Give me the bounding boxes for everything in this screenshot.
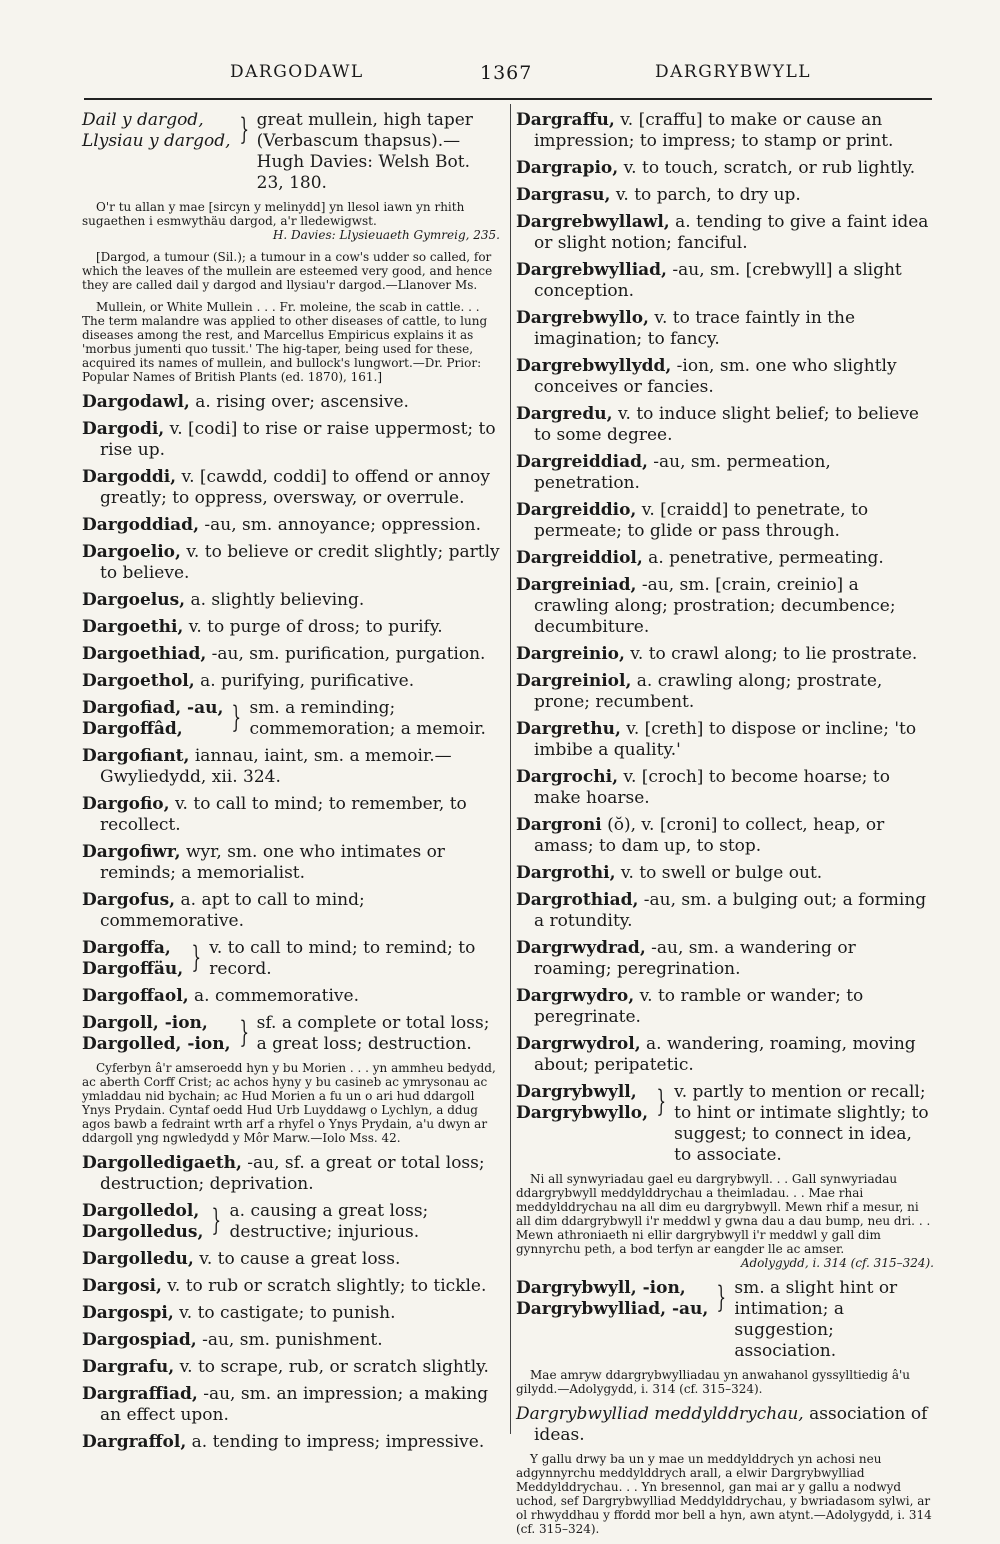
definition: v. to call to mind; to remind; to record. — [209, 938, 476, 979]
headword: Dargrwydrad, — [516, 938, 646, 958]
entry-pair — [516, 1082, 934, 1166]
headword: Dargreiddiol, — [516, 548, 643, 568]
definition: wyr, sm. one who intimates or reminds; a memorialist. — [100, 842, 445, 883]
headword: Dargoffäu, — [82, 959, 184, 979]
entry — [82, 392, 500, 413]
entry — [82, 617, 500, 638]
definition: v. to touch, scratch, or rub lightly. — [618, 158, 916, 178]
headword: Dargreiddiad, — [516, 452, 648, 472]
headword: Dargreiniad, — [516, 575, 637, 595]
definition: v. to crawl along; to lie prostrate. — [624, 644, 918, 664]
entry — [516, 644, 934, 665]
headword: Dargoffa, — [82, 938, 171, 958]
entry — [82, 515, 500, 536]
definition: v. to castigate; to punish. — [173, 1303, 396, 1323]
headword: Dargoethiad, — [82, 644, 207, 664]
quotation: Ni all synwyriadau gael eu dargrybwyll. . . Gall synwyriadau ddargrybwyll meddylddrychau a theimladau. . . Mae rhai meddylddrychau na all dim eu dargrybwyll. Mewn rhif a mesur, ni all dim ddargrybwyll i'r meddwl y gwna dau a dau bump, neu dri. . . Mewn athroniaeth ni ellir dargrybwyll i'r meddwl y gall dim gynnyrchu peth, a bod terfyn ar eangder lle ac amser. Adolygydd, i. 314 (cf. 315–324). — [516, 1172, 934, 1270]
entry — [82, 890, 500, 932]
definition: v. to induce slight belief; to believe to some degree. — [534, 404, 919, 445]
quotation: Mae amryw ddargrybwylliadau yn anwahanol gyssylltiedig â'u gilydd.—Adolygydd, i. 314 (cf. 315–324). — [516, 1368, 911, 1396]
definition: v. partly to mention or recall; to hint or intimate slightly; to suggest; to connect in idea, to associate. — [674, 1082, 929, 1165]
page-number: 1367 — [480, 62, 533, 84]
entry — [82, 467, 500, 509]
entry-pair — [516, 1278, 934, 1362]
entry — [82, 842, 500, 884]
note: [Dargod, a tumour (Sil.); a tumour in a cow's udder so called, for which the leaves of the mullein are esteemed very good, and hence they are called dail y dargod and llysiau'r dargod.—Llanover Ms. — [82, 250, 493, 292]
headword: Dargreiniol, — [516, 671, 632, 691]
headword: Dargolledu, — [82, 1249, 194, 1269]
note: Mullein, or White Mullein . . . Fr. moleine, the scab in cattle. . . The term malandre was applied to other diseases of cattle, to lung diseases among the rest, and Marcellus Empiricus explains it as 'morbus jumenti quo tussit.' The hig-taper, being used for these, acquired its names of mullein, and bullock's lungwort.—Dr. Prior: Popular Names of British Plants (ed. 1870), 161.] — [82, 300, 488, 384]
brace: } — [656, 1084, 667, 1119]
headword: Dargoddi, — [82, 467, 177, 487]
left-column — [82, 110, 500, 1459]
definition: -au, sm. a wandering or roaming; peregrination. — [534, 938, 856, 979]
headword: Dargrebwyllawl, — [516, 212, 670, 232]
quotation: Y gallu drwy ba un y mae un meddylddrych yn achosi neu adgynnyrchu meddylddrych arall, a elwir Dargrybwylliad Meddylddrychau. . . Yn bresennol, gan mai ar y gallu a nodwyd uchod, sef Dargrybwylliad Meddylddrychau, y bwriadasom sylwi, ar ol rhwyddhau y ffordd mor bell a hyn, awn atynt.—Adolygydd, i. 314 (cf. 315–324). — [516, 1452, 932, 1536]
definition: v. [creth] to dispose or incline; 'to imbibe a quality.' — [534, 719, 917, 760]
definition: sm. a reminding; commemoration; a memoir. — [249, 698, 486, 739]
entry — [516, 308, 934, 350]
entry — [82, 986, 500, 1007]
definition: v. to trace faintly in the imagination; to fancy. — [534, 308, 856, 349]
headword: Dargolledus, — [82, 1222, 204, 1242]
definition: a. purifying, purificative. — [194, 671, 415, 691]
entry — [516, 452, 934, 494]
definition: v. to rub or scratch slightly; to tickle. — [161, 1276, 487, 1296]
headword: Dargoethi, — [82, 617, 184, 637]
entry — [516, 356, 934, 398]
headword: Dargrasu, — [516, 185, 611, 205]
headword: Dargrebwylliad, — [516, 260, 667, 280]
entry — [516, 815, 934, 857]
headword: Dargredu, — [516, 404, 613, 424]
definition: v. to parch, to dry up. — [610, 185, 801, 205]
headword: Dargolledol, — [82, 1201, 200, 1221]
definition: -au, sf. a great or total loss; destruction; deprivation. — [100, 1153, 485, 1194]
headword: Dargofio, — [82, 794, 170, 814]
entry — [516, 767, 934, 809]
entry — [82, 644, 500, 665]
headword: Dargroni — [516, 815, 602, 835]
definition: v. [croch] to become hoarse; to make hoarse. — [534, 767, 890, 808]
entry — [82, 1432, 500, 1453]
brace: } — [716, 1280, 727, 1315]
headword: Llysiau y dargod, — [82, 131, 231, 151]
definition: -ion, sm. one who slightly conceives or fancies. — [534, 356, 897, 397]
headword: Dargodawl, — [82, 392, 190, 412]
entry — [516, 212, 934, 254]
entry — [516, 1404, 934, 1446]
headword: Dargoddiad, — [82, 515, 199, 535]
definition: a. penetrative, permeating. — [642, 548, 884, 568]
definition: -au, sm. purification, purgation. — [206, 644, 486, 664]
headword: Dargrybwylliad, -au, — [516, 1299, 709, 1319]
definition: a. rising over; ascensive. — [189, 392, 409, 412]
headword: Dargraffu, — [516, 110, 615, 130]
definition: -au, sm. permeation, penetration. — [534, 452, 831, 493]
headword: Dargrochi, — [516, 767, 618, 787]
headword: Dargospi, — [82, 1303, 174, 1323]
entry — [82, 1330, 500, 1351]
definition: v. to scrape, rub, or scratch slightly. — [174, 1357, 489, 1377]
entry — [516, 719, 934, 761]
headword: Dargofiad, -au, — [82, 698, 224, 718]
headword: Dargodi, — [82, 419, 165, 439]
entry-pair — [82, 1201, 500, 1243]
headword: Dargrafu, — [82, 1357, 175, 1377]
headword: Dargrybwylliad meddylddrychau, — [516, 1404, 804, 1424]
definition: -au, sm. [crebwyll] a slight conception. — [534, 260, 902, 301]
headword: Dail y dargod, — [82, 110, 204, 130]
headword: Dargofiwr, — [82, 842, 181, 862]
entry — [82, 1303, 500, 1324]
headword: Dargrybwyllo, — [516, 1103, 649, 1123]
entry — [516, 671, 934, 713]
brace: } — [231, 700, 242, 735]
definition: v. [craidd] to penetrate, to permeate; to glide or pass through. — [534, 500, 869, 541]
brace: } — [211, 1203, 222, 1238]
entry — [516, 986, 934, 1028]
entry — [516, 185, 934, 206]
quotation: Cyferbyn â'r amseroedd hyn y bu Morien . . . yn ammheu bedydd, ac aberth Corff Crist; ac achos hyny y bu casineb ac ymrysonau ac ymladdau nid bychain; ac Hud Morien a fu un o ari hud ddargoll Ynys Prydain. Cyntaf oedd Hud Urb Luyddawg o Lychlyn, a ddug agos bawb a fedraint wrth arf a rhyfel o Ynys Prydain, a'u dwyn ar ddargoll yng ngwledydd y Môr Marw.—Iolo Mss. 42. — [82, 1061, 496, 1145]
headword: Dargolledigaeth, — [82, 1153, 242, 1173]
headword: Dargolled, -ion, — [82, 1034, 231, 1054]
headword: Dargospiad, — [82, 1330, 197, 1350]
headword: Dargoelus, — [82, 590, 186, 610]
headword: Dargoffâd, — [82, 719, 183, 739]
entry — [516, 863, 934, 884]
definition: a. tending to impress; impressive. — [186, 1432, 485, 1452]
headword: Dargrebwyllydd, — [516, 356, 672, 376]
definition: v. to purge of dross; to purify. — [183, 617, 443, 637]
headword: Dargrothiad, — [516, 890, 639, 910]
running-head-left: DARGODAWL — [230, 62, 364, 82]
definition: v. to swell or bulge out. — [615, 863, 823, 883]
entry — [82, 1276, 500, 1297]
headword: Dargraffol, — [82, 1432, 187, 1452]
headword: Dargoll, -ion, — [82, 1013, 208, 1033]
definition: v. to cause a great loss. — [193, 1249, 401, 1269]
definition: a. wandering, roaming, moving about; peripatetic. — [534, 1034, 916, 1075]
entry-pair — [82, 698, 500, 740]
entry — [82, 1249, 500, 1270]
headword: Dargoethol, — [82, 671, 195, 691]
definition: v. [codi] to rise or raise uppermost; to rise up. — [100, 419, 496, 460]
definition: v. [cawdd, coddi] to offend or annoy greatly; to oppress, oversway, or overrule. — [100, 467, 491, 508]
entry — [516, 500, 934, 542]
definition: a. crawling along; prostrate, prone; recumbent. — [534, 671, 883, 712]
headword: Dargreinio, — [516, 644, 625, 664]
headword: Dargosi, — [82, 1276, 162, 1296]
definition: -au, sm. an impression; a making an effect upon. — [100, 1384, 489, 1425]
entry — [516, 890, 934, 932]
headword: Dargrebwyllo, — [516, 308, 649, 328]
entry — [82, 671, 500, 692]
entry — [516, 548, 934, 569]
definition: v. to ramble or wander; to peregrinate. — [534, 986, 864, 1027]
headword: Dargofiant, — [82, 746, 190, 766]
entry-pair — [82, 938, 500, 980]
entry-dail-y-dargod — [82, 110, 500, 194]
citation: Adolygydd, i. 314 (cf. 315–324). — [740, 1256, 934, 1270]
headword: Dargrybwyll, — [516, 1082, 637, 1102]
citation: H. Davies: Llysieuaeth Gymreig, 235. — [272, 228, 500, 242]
definition: (ŏ), v. [croni] to collect, heap, or amass; to dam up, to stop. — [534, 815, 885, 856]
headword: Dargrwydro, — [516, 986, 635, 1006]
entry — [82, 1357, 500, 1378]
entry — [516, 260, 934, 302]
headword: Dargrybwyll, -ion, — [516, 1278, 686, 1298]
headword: Dargoelio, — [82, 542, 181, 562]
entry — [82, 542, 500, 584]
headword: Dargrwydrol, — [516, 1034, 641, 1054]
definition: v. to call to mind; to remember, to recollect. — [100, 794, 467, 835]
definition: sf. a complete or total loss; a great loss; destruction. — [256, 1013, 490, 1054]
entry — [516, 575, 934, 638]
brace: } — [239, 1015, 249, 1050]
entry — [516, 158, 934, 179]
headword: Dargofus, — [82, 890, 176, 910]
definition: v. [craffu] to make or cause an impression; to impress; to stamp or print. — [534, 110, 894, 151]
definition: a. apt to call to mind; commemorative. — [100, 890, 365, 931]
entry — [82, 590, 500, 611]
definition: a. tending to give a faint idea or slight notion; fanciful. — [534, 212, 929, 253]
definition: -au, sm. punishment. — [196, 1330, 383, 1350]
definition: association of ideas. — [534, 1404, 928, 1445]
definition: -au, sm. [crain, creinio] a crawling along; prostration; decumbence; decumbiture. — [534, 575, 896, 637]
headword: Dargraffiad, — [82, 1384, 198, 1404]
entry — [516, 1034, 934, 1076]
entry — [82, 1384, 500, 1426]
entry — [516, 938, 934, 980]
definition: great mullein, high taper (Verbascum thapsus).—Hugh Davies: Welsh Bot. 23, 180. — [256, 110, 473, 193]
definition: -au, sm. a bulging out; a forming a rotundity. — [534, 890, 927, 931]
entry — [82, 1153, 500, 1195]
definition: a. causing a great loss; destructive; injurious. — [229, 1201, 429, 1242]
right-column — [516, 110, 934, 1544]
definition: sm. a slight hint or intimation; a suggestion; association. — [734, 1278, 898, 1361]
header-rule — [84, 98, 932, 100]
headword: Dargrapio, — [516, 158, 619, 178]
headword: Dargreiddio, — [516, 500, 637, 520]
column-divider — [510, 104, 511, 1434]
brace: } — [191, 940, 202, 975]
headword: Dargrothi, — [516, 863, 616, 883]
entry — [516, 404, 934, 446]
definition: a. slightly believing. — [185, 590, 365, 610]
headword: Dargoffaol, — [82, 986, 189, 1006]
entry-pair — [82, 1013, 500, 1055]
definition: iannau, iaint, sm. a memoir.—Gwyliedydd, xii. 324. — [100, 746, 452, 787]
entry — [516, 110, 934, 152]
entry — [82, 794, 500, 836]
entry — [82, 419, 500, 461]
definition: v. to believe or credit slightly; partly to believe. — [100, 542, 500, 583]
quotation: O'r tu allan y mae [sircyn y melinydd] yn llesol iawn yn rhith sugaethen i esmwythäu dargod, a'r lledewigwst. H. Davies: Llysieuaeth Gymreig, 235. — [82, 200, 500, 242]
running-head-right: DARGRYBWYLL — [655, 62, 812, 82]
headword: Dargrethu, — [516, 719, 621, 739]
brace: } — [239, 112, 249, 147]
definition: -au, sm. annoyance; oppression. — [199, 515, 482, 535]
entry — [82, 746, 500, 788]
definition: a. commemorative. — [188, 986, 359, 1006]
